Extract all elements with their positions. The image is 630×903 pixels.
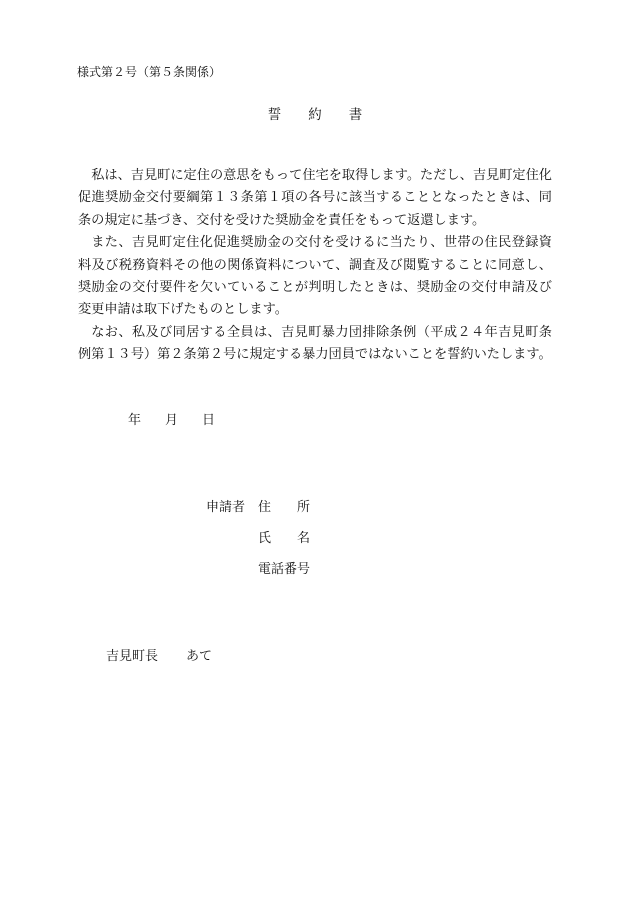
day-label: 日 (202, 413, 216, 428)
phone-label: 電話番号 (258, 562, 311, 577)
form-number-label: 様式第２号（第５条関係） (77, 65, 222, 79)
name-label: 氏 名 (258, 531, 311, 546)
pledge-paragraph-consent: また、吉見町定住化促進奨励金の交付を受けるに当たり、世帯の住民登録資料及び税務資料その他の関係資料について、調査及び閲覧することに同意し、奨励金の交付要件を欠いていることが判明したときは、奨励金の交付申請及び変更申請は取下げたものとします。 (78, 235, 552, 318)
applicant-address-row (206, 499, 310, 517)
applicant-phone-row (258, 561, 310, 579)
addressee-suffix: あて (186, 649, 213, 664)
address-label: 住 所 (258, 500, 311, 515)
month-label: 月 (165, 413, 179, 428)
year-label: 年 (128, 413, 142, 428)
addressee-line (106, 648, 212, 666)
pledge-paragraph-antigang: なお、私及び同居する全員は、吉見町暴力団排除条例（平成２４年吉見町条例第１３号）第２条第２号に規定する暴力団員ではないことを誓約いたします。 (78, 324, 552, 363)
pledge-body (78, 165, 552, 367)
pledge-paragraph-residence: 私は、吉見町に定住の意思をもって住宅を取得します。ただし、吉見町定住化促進奨励金交付要綱第１３条第１項の各号に該当することとなったときは、同条の規定に基づき、交付を受けた奨励金を責任をもって返還します。 (78, 168, 552, 228)
applicant-label: 申請者 (206, 500, 246, 515)
applicant-name-row (258, 530, 310, 548)
document-title: 誓 約 書 (267, 107, 363, 123)
addressee-name: 吉見町長 (106, 649, 159, 664)
date-line (128, 412, 215, 430)
